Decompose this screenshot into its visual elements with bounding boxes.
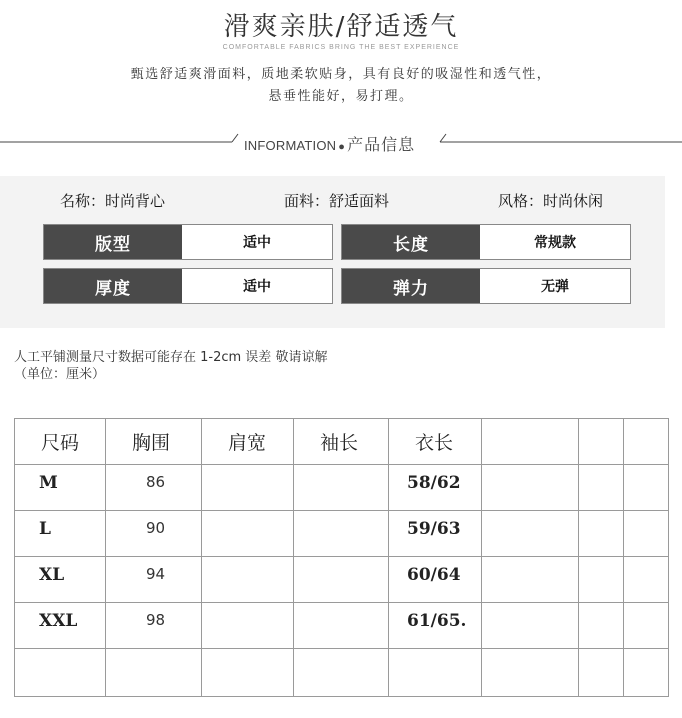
empty-cell — [579, 603, 624, 649]
empty-cell — [202, 649, 294, 697]
table-row — [15, 465, 669, 511]
shoulder-cell — [202, 465, 294, 511]
meta-name: 名称：时尚背心 — [60, 192, 166, 210]
empty-cell — [624, 557, 669, 603]
sleeve-cell — [294, 511, 389, 557]
hero-description-line: 甄选舒适爽滑面料，质地柔软贴身，具有良好的吸湿性和透气性， — [130, 67, 552, 82]
sleeve-cell — [294, 557, 389, 603]
chest-cell: 90 — [106, 511, 202, 557]
hero-title: 滑爽亲肤/舒适透气 — [223, 12, 459, 42]
hero-description-line: 悬垂性能好，易打理。 — [268, 89, 414, 104]
info-header-label — [244, 132, 415, 155]
table-row — [15, 603, 669, 649]
property-thickness — [43, 268, 333, 304]
size-table — [14, 418, 669, 697]
empty-cell — [624, 465, 669, 511]
size-cell: L — [15, 511, 106, 557]
sleeve-cell — [294, 603, 389, 649]
empty-cell — [294, 649, 389, 697]
unit-note: （单位：厘米） — [14, 367, 106, 382]
property-key: 长度 — [342, 225, 480, 259]
table-row — [15, 649, 669, 697]
header-cell: 尺码 — [15, 419, 106, 465]
meta-style: 风格：时尚休闲 — [498, 192, 604, 210]
length-cell: 59/63 — [389, 511, 482, 557]
header-cell: 袖长 — [294, 419, 389, 465]
empty-cell — [15, 649, 106, 697]
length-cell: 58/62 — [389, 465, 482, 511]
table-row — [15, 557, 669, 603]
info-label-cn: 产品信息 — [347, 135, 416, 154]
empty-cell — [482, 557, 579, 603]
header-cell: 衣长 — [389, 419, 482, 465]
info-separator: ● — [338, 141, 346, 153]
empty-cell — [482, 465, 579, 511]
property-key: 弹力 — [342, 269, 480, 303]
meta-fabric: 面料：舒适面料 — [284, 192, 390, 210]
property-value: 适中 — [182, 269, 332, 303]
hero-description — [60, 64, 622, 108]
info-header — [0, 128, 682, 154]
chest-cell: 94 — [106, 557, 202, 603]
empty-cell — [482, 603, 579, 649]
table-header-row — [15, 419, 669, 465]
header-cell: 胸围 — [106, 419, 202, 465]
size-cell: XXL — [15, 603, 106, 649]
chest-cell: 86 — [106, 465, 202, 511]
shoulder-cell — [202, 557, 294, 603]
size-cell: XL — [15, 557, 106, 603]
empty-cell — [624, 511, 669, 557]
property-key: 版型 — [44, 225, 182, 259]
header-cell — [482, 419, 579, 465]
property-value: 常规款 — [480, 225, 630, 259]
empty-cell — [579, 465, 624, 511]
sleeve-cell — [294, 465, 389, 511]
info-label-en: INFORMATION — [244, 138, 337, 153]
length-cell: 60/64 — [389, 557, 482, 603]
header-cell: 肩宽 — [202, 419, 294, 465]
empty-cell — [482, 511, 579, 557]
empty-cell — [106, 649, 202, 697]
length-cell: 61/65. — [389, 603, 482, 649]
property-key: 厚度 — [44, 269, 182, 303]
shoulder-cell — [202, 511, 294, 557]
size-cell: M — [15, 465, 106, 511]
empty-cell — [579, 511, 624, 557]
header-cell — [624, 419, 669, 465]
empty-cell — [389, 649, 482, 697]
measurement-note: 人工平铺测量尺寸数据可能存在 1-2cm 误差 敬请谅解 — [14, 350, 328, 365]
property-length — [341, 224, 631, 260]
chest-cell: 98 — [106, 603, 202, 649]
empty-cell — [579, 557, 624, 603]
property-fit — [43, 224, 333, 260]
table-row — [15, 511, 669, 557]
property-value: 适中 — [182, 225, 332, 259]
property-elasticity — [341, 268, 631, 304]
empty-cell — [624, 603, 669, 649]
empty-cell — [579, 649, 624, 697]
empty-cell — [482, 649, 579, 697]
hero-subtitle: COMFORTABLE FABRICS BRING THE BEST EXPERIENCE — [222, 44, 460, 51]
shoulder-cell — [202, 603, 294, 649]
property-value: 无弹 — [480, 269, 630, 303]
header-cell — [579, 419, 624, 465]
empty-cell — [624, 649, 669, 697]
